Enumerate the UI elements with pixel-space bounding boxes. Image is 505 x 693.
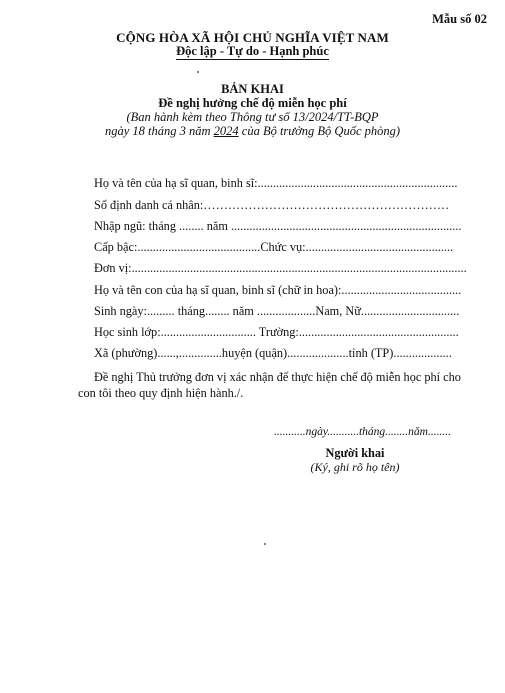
document-title: BẢN KHAI <box>221 82 284 96</box>
issuance-note: (Ban hành kèm theo Thông tư số 13/2024/TT-BQP <box>126 110 379 124</box>
issuance-date-note <box>0 124 505 139</box>
field-child-name[interactable]: Họ và tên con của hạ sĩ quan, binh sĩ (chữ in hoa):....................................... <box>94 283 462 297</box>
scan-speck <box>264 543 266 545</box>
signature-note: (Ký, ghi rõ họ tên) <box>310 460 400 474</box>
issuance-date-a: ngày 18 tháng 3 năm <box>104 124 214 138</box>
field-unit[interactable]: Đơn vị:............................................................................................................. <box>94 261 467 275</box>
form-number: Mẫu số 02 <box>432 12 487 26</box>
field-rank-position[interactable]: Cấp bậc:........................................Chức vụ:................................................ <box>94 240 454 254</box>
field-child-birth[interactable]: Sinh ngày:......... tháng........ năm ...................Nam, Nữ................................ <box>94 304 460 318</box>
signature-date-line[interactable]: ...........ngày...........tháng........năm........ <box>274 426 451 438</box>
motto-text: Độc lập - Tự do - Hạnh phúc <box>176 44 329 58</box>
field-address[interactable]: Xã (phường)......,..............huyện (quận)....................tỉnh (TP)................... <box>94 346 452 360</box>
document-subtitle: Đề nghị hưởng chế độ miễn học phí <box>158 96 347 110</box>
issuance-date-b: của Bộ trưởng Bộ Quốc phòng) <box>238 124 401 138</box>
issuance-year: 2024 <box>213 124 239 138</box>
country-name: CỘNG HÒA XÃ HỘI CHỦ NGHĨA VIỆT NAM <box>116 30 389 45</box>
scan-speck <box>197 71 199 73</box>
field-enlistment-date[interactable]: Nhập ngũ: tháng ........ năm ........................................................................... <box>94 219 462 233</box>
field-school[interactable]: Học sinh lớp:............................... Trường:.................................................... <box>94 325 459 339</box>
field-personal-id[interactable]: Số định danh cá nhân:…………………………………………………… <box>94 198 450 212</box>
request-paragraph: Đề nghị Thủ trưởng đơn vị xác nhận để thực hiện chế độ miễn học phí cho con tôi theo quy định hiện hành./. <box>78 370 461 400</box>
signer-label: Người khai <box>325 446 385 460</box>
national-motto <box>0 44 505 59</box>
field-soldier-name[interactable]: Họ và tên của hạ sĩ quan, binh sĩ:................................................................. <box>94 176 458 190</box>
